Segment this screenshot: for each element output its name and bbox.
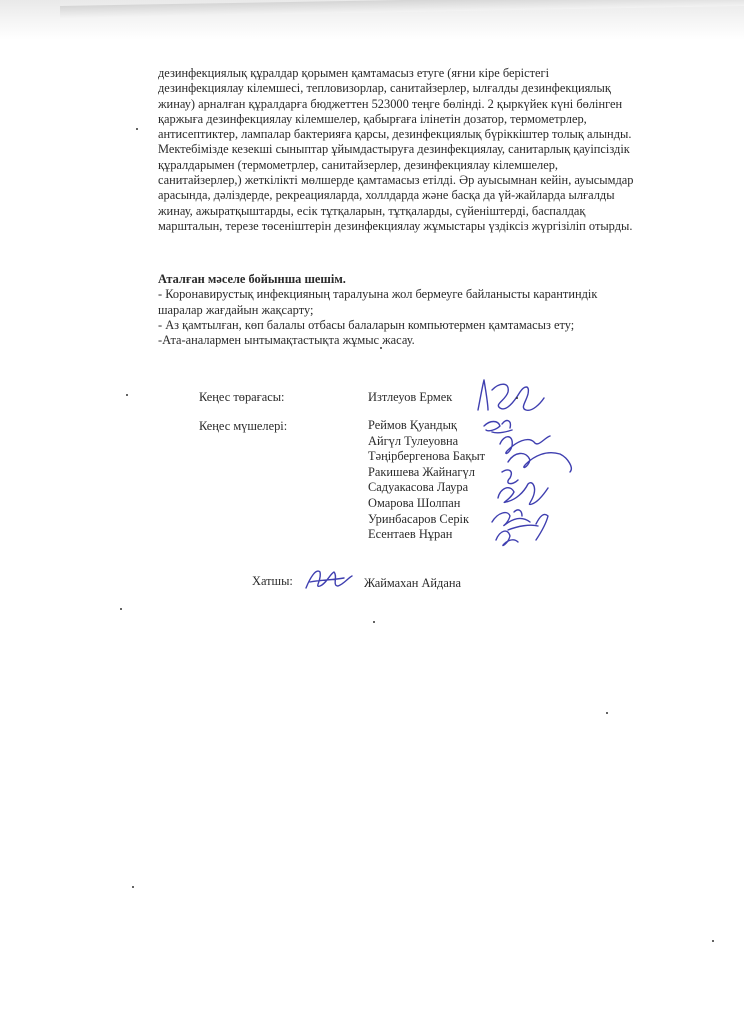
scan-speck bbox=[120, 608, 122, 610]
scan-speck bbox=[606, 712, 608, 714]
secretary-label: Хатшы: bbox=[252, 574, 293, 588]
decision-section bbox=[158, 272, 698, 348]
scan-speck bbox=[712, 940, 714, 942]
member-name: Тәңірбергенова Бақыт bbox=[368, 449, 486, 464]
members-label: Кеңес мүшелері: bbox=[199, 419, 288, 433]
members-signatures bbox=[478, 412, 588, 552]
body-line: қаржыға дезинфекциялау кілемшелер, қабырғаға ілінетін дозатор, термометрлер, bbox=[158, 111, 587, 126]
scan-speck bbox=[373, 621, 375, 623]
chair-label: Кеңес төрағасы: bbox=[199, 390, 285, 404]
body-line: жинау) арналған құралдарға бюджеттен 523000 теңге бөлінді. 2 қыркүйек күні бөлінген bbox=[158, 96, 623, 111]
body-line: құралдарымен (термометрлер, санитайзерлер, дезинфекциялау кілемшелер, bbox=[158, 157, 559, 172]
chair-name: Изтлеуов Ермек bbox=[368, 390, 453, 404]
body-line: маршталын, терезе төсеніштерін дезинфекциялау жұмыстары үздіксіз жүргізіліп отырды. bbox=[158, 218, 633, 233]
scan-speck bbox=[380, 347, 382, 349]
body-line: жинау, ажыратқыштарды, есік тұтқаларын, тұтқаларды, сүйеніштерді, баспалдақ bbox=[158, 203, 586, 218]
body-line: санитайзерлер,) жеткілікті мөлшерде қамтамасыз етілді. Әр ауысымнан кейін, ауысымдар bbox=[158, 173, 634, 188]
scan-speck bbox=[516, 397, 518, 399]
secretary-name: Жаймахан Айдана bbox=[364, 576, 461, 590]
scan-speck bbox=[136, 128, 138, 130]
body-paragraph bbox=[158, 66, 726, 234]
body-line: арасында, дәліздерде, рекреацияларда, холлдарда және басқа да үй-жайларда ылғалды bbox=[158, 188, 615, 203]
scan-speck bbox=[132, 886, 134, 888]
decision-heading: Аталған мәселе бойынша шешім. bbox=[158, 272, 346, 286]
decision-item: шаралар жағдайын жақсарту; bbox=[158, 302, 314, 317]
members-list bbox=[368, 418, 485, 543]
body-line: дезинфекциялық құралдар қорымен қамтамасыз етуге (яғни кіре берістегі bbox=[158, 66, 550, 80]
member-name: Реймов Қуандық bbox=[368, 418, 457, 432]
decision-item: - Коронавирустық инфекцияның таралуына жол бермеуге байланысты карантиндік bbox=[158, 287, 598, 302]
scan-speck bbox=[126, 394, 128, 396]
member-name: Садуакасова Лаура bbox=[368, 480, 469, 495]
body-line: дезинфекциялау кілемшесі, тепловизорлар, санитайзерлер, ылғалды дезинфекциялық bbox=[158, 81, 611, 96]
body-line: Мектебімізде кезекші сыныптар ұйымдастыруға дезинфекциялау, санитарлық қауіпсіздік bbox=[158, 142, 630, 157]
member-name: Уринбасаров Серік bbox=[368, 511, 470, 526]
member-name: Ракишева Жайнагүл bbox=[368, 464, 475, 479]
member-name: Айгүл Тулеуовна bbox=[368, 433, 459, 448]
decision-item: -Ата-аналармен ынтымақтастықта жұмыс жасау. bbox=[158, 333, 415, 348]
member-name: Есентаев Нұран bbox=[368, 527, 453, 542]
secretary-signature bbox=[300, 562, 360, 598]
decision-item: - Аз қамтылған, көп балалы отбасы балаларын компьютермен қамтамасыз ету; bbox=[158, 317, 575, 332]
member-name: Омарова Шолпан bbox=[368, 495, 461, 510]
body-line: антисептиктер, лампалар бактерияға қарсы, дезинфекциялық бүріккіштер толық алынды. bbox=[158, 127, 632, 142]
